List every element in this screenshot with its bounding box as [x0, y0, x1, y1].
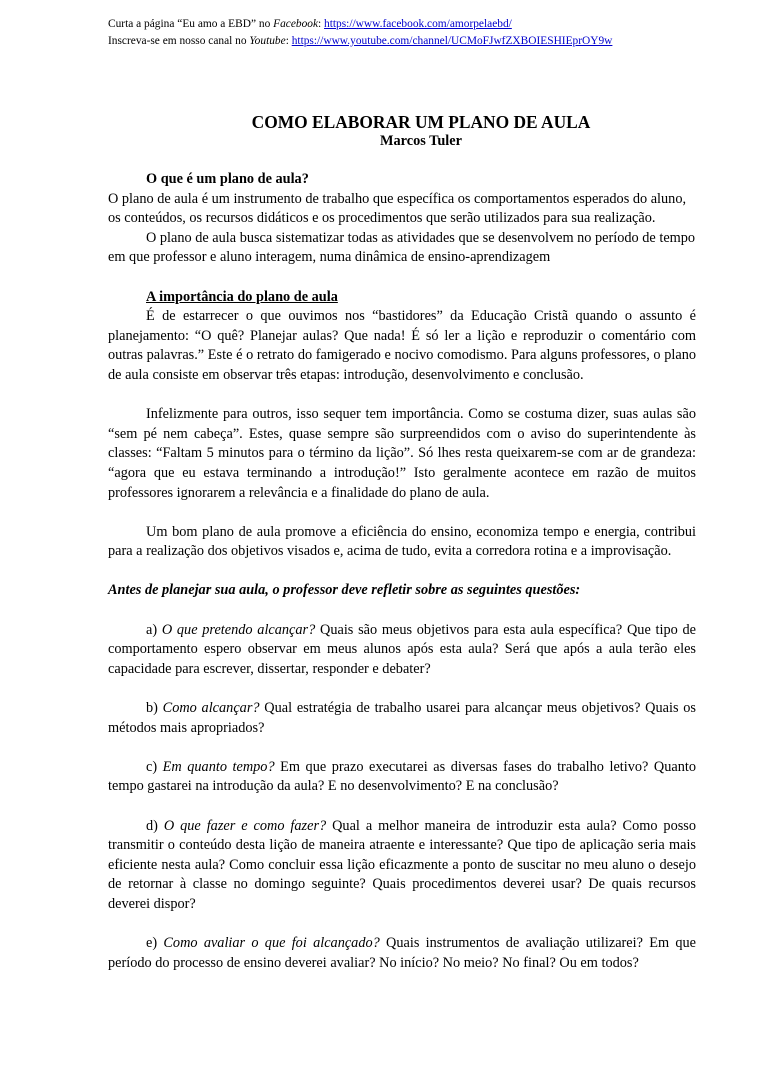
- question-item: b) Como alcançar? Qual estratégia de trabalho usarei para alcançar meus objetivos? Quais os métodos mais apropriados?: [108, 700, 696, 736]
- question-item: e) Como avaliar o que foi alcançado? Quais instrumentos de avaliação utilizarei? Em que período do processo de ensino deverei avaliar? No início? No meio? No final? Ou em todos?: [108, 935, 696, 971]
- document-author: Marcos Tuler: [380, 133, 462, 149]
- page-header: [108, 16, 708, 50]
- youtube-line: Inscreva-se em nosso canal no Youtube: https://www.youtube.com/channel/UCMoFJwfZXBOIESHIEprOY9w: [108, 35, 613, 47]
- facebook-link[interactable]: https://www.facebook.com/amorpelaebd/: [324, 18, 512, 30]
- question-item: d) O que fazer e como fazer? Qual a melhor maneira de introduzir esta aula? Como posso transmitir o conteúdo desta lição de maneira atraente e interessante? Que tipo de aplicação seria mais eficiente nesta aula? Como concluir essa lição eficazmente a ponto de suscitar no meu aluno o desejo de retornar à classe no domingo seguinte? Quais procedimentos deverei usar? De quais recursos deverei dispor?: [108, 817, 697, 912]
- question-item: a) O que pretendo alcançar? Quais são meus objetivos para esta aula específica? Que tipo de comportamento espero observar em meus alunos após esta aula? Será que após a aula terão eles capacidade para escrever, dissertar, responder e debater?: [108, 621, 696, 677]
- document-title: COMO ELABORAR UM PLANO DE AULA: [251, 112, 591, 132]
- document-body: [108, 170, 696, 973]
- facebook-line: Curta a página “Eu amo a EBD” no Facebook: https://www.facebook.com/amorpelaebd/: [108, 18, 512, 30]
- youtube-link[interactable]: https://www.youtube.com/channel/UCMoFJwfZXBOIESHIEprOY9w: [291, 35, 613, 47]
- section-heading-what-is: O que é um plano de aula?: [146, 171, 309, 187]
- section-heading-importance: A importância do plano de aula: [146, 288, 338, 305]
- paragraph: O plano de aula é um instrumento de trabalho que específica os comportamentos esperados do aluno, os conteúdos, os recursos didáticos e os procedimentos que serão utilizados para sua realização.: [108, 190, 687, 227]
- question-item: c) Em quanto tempo? Em que prazo executarei as diversas fases do trabalho letivo? Quanto tempo gastarei na introdução da aula? E no desenvolvimento? E na conclusão?: [108, 758, 697, 795]
- questions-intro: Antes de planejar sua aula, o professor deve refletir sobre as seguintes questões:: [108, 582, 581, 599]
- paragraph: Infelizmente para outros, isso sequer tem importância. Como se costuma dizer, suas aulas são “sem pé nem cabeça”. Estes, quase sempre são surpreendidos com o aviso do superintendente às classes: “Faltam 5 minutos para o término da lição”. Só lhes resta queixarem-se com ar de grandeza: “agora que eu estava terminando a introdução!” Isto geralmente acontece em razão de muitos professores ignorarem a relevância e a finalidade do plano de aula.: [108, 406, 696, 501]
- paragraph: Um bom plano de aula promove a eficiência do ensino, economiza tempo e energia, contribui para a realização dos objetivos visados e, acima de tudo, evita a corredora rotina e a improvisação.: [108, 523, 696, 560]
- paragraph: O plano de aula busca sistematizar todas as atividades que se desenvolvem no período de tempo em que professor e aluno interagem, numa dinâmica de ensino-aprendizagem: [108, 229, 696, 266]
- paragraph: É de estarrecer o que ouvimos nos “bastidores” da Educação Cristã quando o assunto é planejamento: “O quê? Planejar aulas? Que nada! É só ler a lição e reproduzir o comentário com outras palavras.” Este é o retrato do famigerado e nocivo comodismo. Para alguns professores, o plano de aula consiste em observar três etapas: introdução, desenvolvimento e conclusão.: [108, 308, 696, 383]
